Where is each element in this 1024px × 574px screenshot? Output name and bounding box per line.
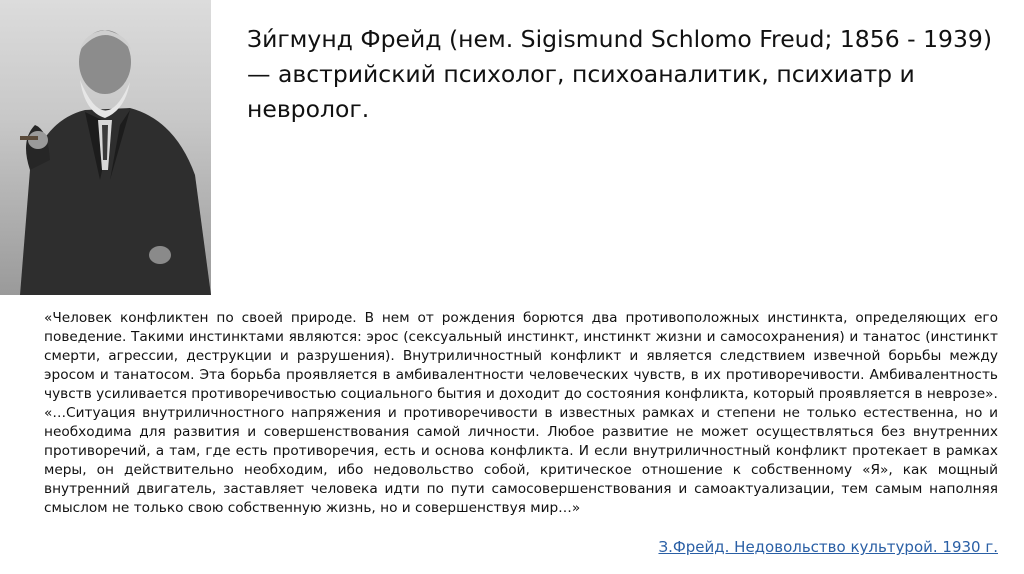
citation-link[interactable]: З.Фрейд. Недовольство культурой. 1930 г. bbox=[658, 538, 998, 556]
page-title: Зи́гмунд Фрейд (нем. Sigismund Schlomo Freud; 1856 - 1939) — австрийский психолог, психоаналитик, психиатр и невролог. bbox=[247, 25, 993, 123]
quote-paragraph-1: «Человек конфликтен по своей природе. В нем от рождения борются два противоположных инстинкта, определяющих его поведение. Такими инстинктами являются: эрос (сексуальный инстинкт, инстинкт жизни и самосохранения) и танатос (инстинкт смерти, агрессии, деструкции и разрушения). Внутриличностный конфликт и является следствием извечной борьбы между эросом и танатосом. Эта борьба проявляется в амбивалентности человеческих чувств, в их противоречивости. Амбивалентность чувств усиливается противоречивостью социального бытия и доходит до состояния конфликта, который проявляется в неврозе». bbox=[44, 310, 998, 402]
portrait-photo bbox=[0, 0, 211, 295]
portrait-illustration bbox=[0, 0, 211, 295]
freud-quote bbox=[44, 309, 998, 518]
quote-paragraph-2: «…Ситуация внутриличностного напряжения и противоречивости в известных рамках и степени не только естественна, но и необходима для развития и совершенствования самой личности. Любое развитие не может осуществляться без внутренних противоречий, а там, где есть противоречия, есть и основа конфликта. И если внутриличностный конфликт протекает в рамках меры, он действительно необходим, ибо недовольство собой, критическое отношение к собственному «Я», как мощный внутренний двигатель, заставляет человека идти по пути самосовершенствования и самоактуализации, тем самым наполняя смыслом не только свою собственную жизнь, но и совершенствуя мир…» bbox=[44, 405, 998, 516]
